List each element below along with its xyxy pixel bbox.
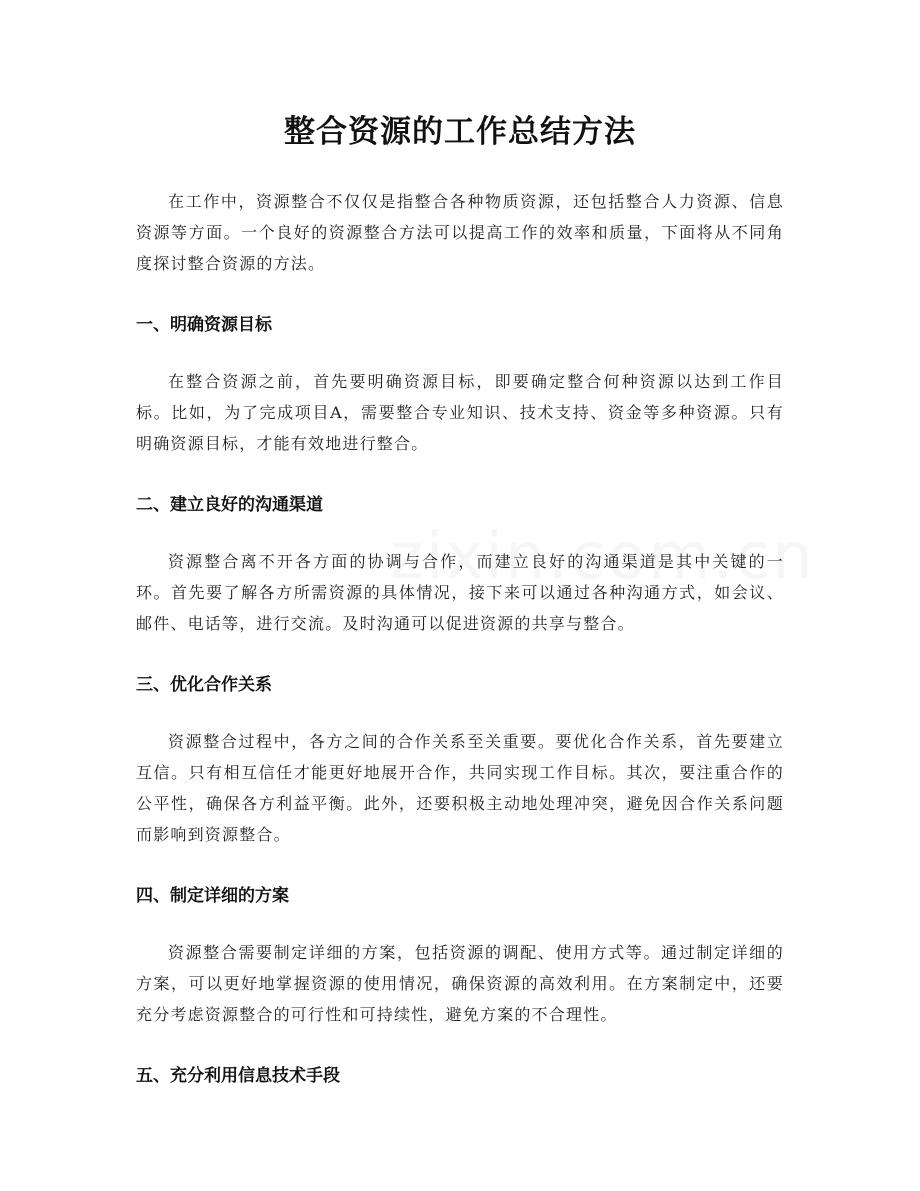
section-heading: 五、充分利用信息技术手段 bbox=[136, 1066, 340, 1086]
section-heading: 一、明确资源目标 bbox=[136, 315, 272, 335]
section-5 bbox=[136, 1061, 784, 1091]
section-heading: 二、建立良好的沟通渠道 bbox=[136, 495, 323, 515]
section-1 bbox=[136, 310, 784, 459]
section-heading: 三、优化合作关系 bbox=[136, 675, 272, 695]
section-body: 资源整合过程中，各方之间的合作关系至关重要。要优化合作关系，首先要建立互信。只有相互信任才能更好地展开合作，共同实现工作目标。其次，要注重合作的公平性，确保各方利益平衡。此外，还要积极主动地处理冲突，避免因合作关系问题而影响到资源整合。 bbox=[136, 732, 784, 844]
section-heading: 四、制定详细的方案 bbox=[136, 886, 289, 906]
section-2 bbox=[136, 490, 784, 639]
section-3 bbox=[136, 670, 784, 850]
section-4 bbox=[136, 881, 784, 1030]
intro-paragraph: 在工作中，资源整合不仅仅是指整合各种物质资源，还包括整合人力资源、信息资源等方面。一个良好的资源整合方法可以提高工作的效率和质量，下面将从不同角度探讨整合资源的方法。 bbox=[136, 192, 784, 273]
section-body: 在整合资源之前，首先要明确资源目标，即要确定整合何种资源以达到工作目标。比如，为了完成项目A，需要整合专业知识、技术支持、资金等多种资源。只有明确资源目标，才能有效地进行整合。 bbox=[136, 372, 784, 453]
document-title: 整合资源的工作总结方法 bbox=[284, 114, 636, 150]
section-body: 资源整合离不开各方面的协调与合作，而建立良好的沟通渠道是其中关键的一环。首先要了解各方所需资源的具体情况，接下来可以通过各种沟通方式，如会议、邮件、电话等，进行交流。及时沟通可以促进资源的共享与整合。 bbox=[136, 552, 784, 633]
section-body: 资源整合需要制定详细的方案，包括资源的调配、使用方式等。通过制定详细的方案，可以更好地掌握资源的使用情况，确保资源的高效利用。在方案制定中，还要充分考虑资源整合的可行性和可持续性，避免方案的不合理性。 bbox=[136, 943, 784, 1024]
